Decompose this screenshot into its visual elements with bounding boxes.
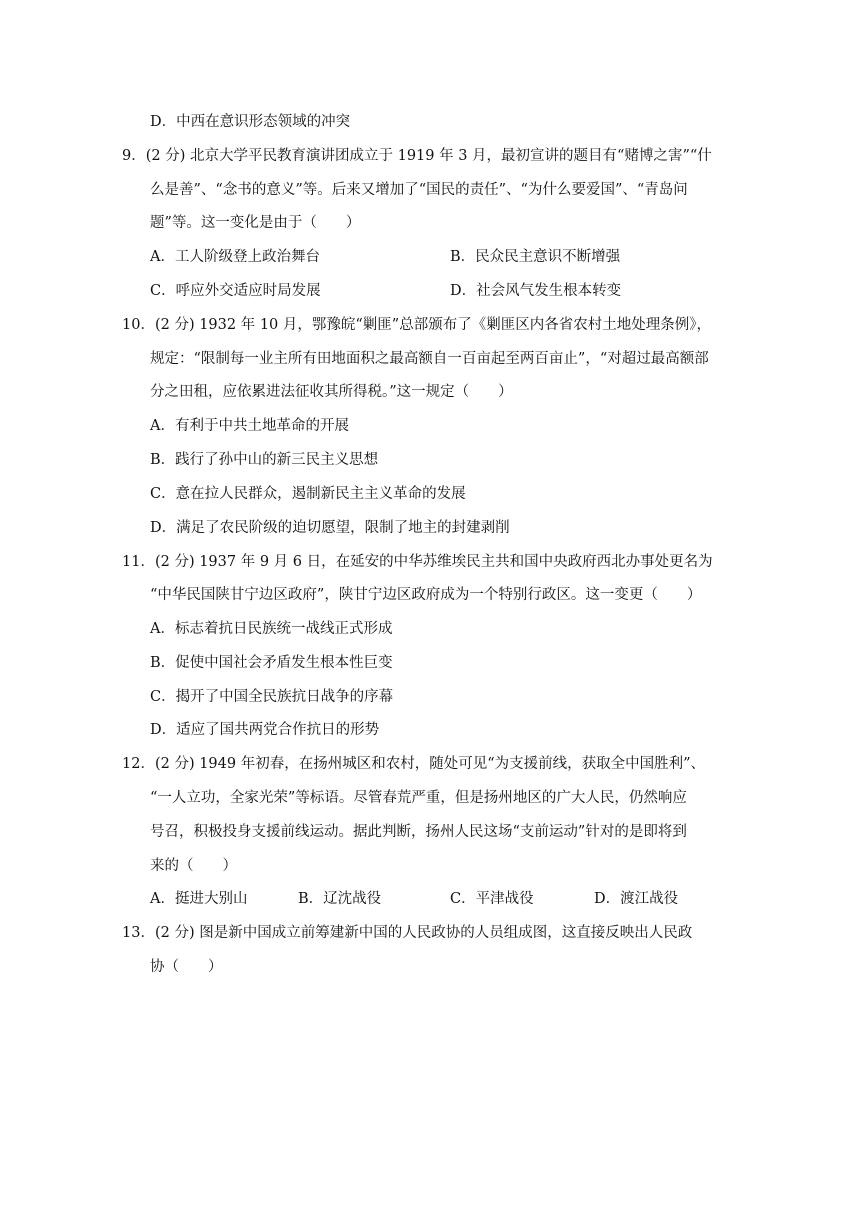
q10-option-c: C．意在拉人民群众，遏制新民主主义革命的发展 [150,486,466,502]
q10-option-b: B．践行了孙中山的新三民主义思想 [150,452,379,468]
q12-option-a: A．挺进大别山 [150,891,248,907]
q10-option-a: A．有利于中共土地革命的开展 [150,418,349,434]
q12-stem-line-3: 号召，积极投身支援前线运动。据此判断，扬州人民这场“支前运动”针对的是即将到 [150,824,687,840]
q11-option-d: D．适应了国共两党合作抗日的形势 [150,722,380,738]
q12-option-b: B．辽沈战役 [298,891,382,907]
q12-stem-line-4: 来的（ ） [150,858,237,874]
q9-stem-line-1: 9．(2 分) 北京大学平民教育演讲团成立于 1919 年 3 月，最初宣讲的题目有“赌博之害”“什 [122,148,712,164]
q11-option-b: B．促使中国社会矛盾发生根本性巨变 [150,655,393,671]
q9-option-a: A．工人阶级登上政治舞台 [150,249,320,265]
q12-stem-line-1: 12．(2 分) 1949 年初春，在扬州城区和农村，随处可见“为支援前线，获取全中国胜利”、 [122,756,706,772]
q10-stem-line-1: 10．(2 分) 1932 年 10 月，鄂豫皖“剿匪”总部颁布了《剿匪区内各省农村土地处理条例》， [122,317,711,333]
q12-stem-line-2: “一人立功，全家光荣”等标语。尽管春荒严重，但是扬州地区的广大人民，仍然响应 [150,790,687,806]
q11-stem-line-2: “中华民国陕甘宁边区政府”，陕甘宁边区政府成为一个特别行政区。这一变更（ ） [150,587,702,603]
q12-option-d: D．渡江战役 [594,891,679,907]
q8-option-d: D．中西在意识形态领域的冲突 [150,114,351,130]
q9-stem-line-3: 题”等。这一变化是由于（ ） [150,215,361,231]
q11-stem-line-1: 11．(2 分) 1937 年 9 月 6 日，在延安的中华苏维埃民主共和国中央政府西北办事处更名为 [122,554,713,570]
q9-option-c: C．呼应外交适应时局发展 [150,283,321,299]
q11-option-c: C．揭开了中国全民族抗日战争的序幕 [150,689,394,705]
q12-option-c: C．平津战役 [450,891,534,907]
q9-option-d: D．社会风气发生根本转变 [450,283,622,299]
q9-stem-line-2: 么是善”、“念书的意义”等。后来又增加了“国民的责任”、“为什么要爱国”、“青岛问 [150,182,688,198]
q11-option-a: A．标志着抗日民族统一战线正式形成 [150,621,393,637]
q13-stem-line-1: 13．(2 分) 图是新中国成立前筹建新中国的人民政协的人员组成图，这直接反映出人民政 [122,925,693,941]
q10-stem-line-3: 分之田租，应依累进法征收其所得税。”这一规定（ ） [150,384,513,400]
q13-stem-line-2: 协（ ） [150,959,223,975]
q10-option-d: D．满足了农民阶级的迫切愿望，限制了地主的封建剥削 [150,520,510,536]
q10-stem-line-2: 规定：“限制每一业主所有田地面积之最高额自一百亩起至两百亩止”，“对超过最高额部 [150,351,709,367]
q9-option-b: B．民众民主意识不断增强 [450,249,621,265]
